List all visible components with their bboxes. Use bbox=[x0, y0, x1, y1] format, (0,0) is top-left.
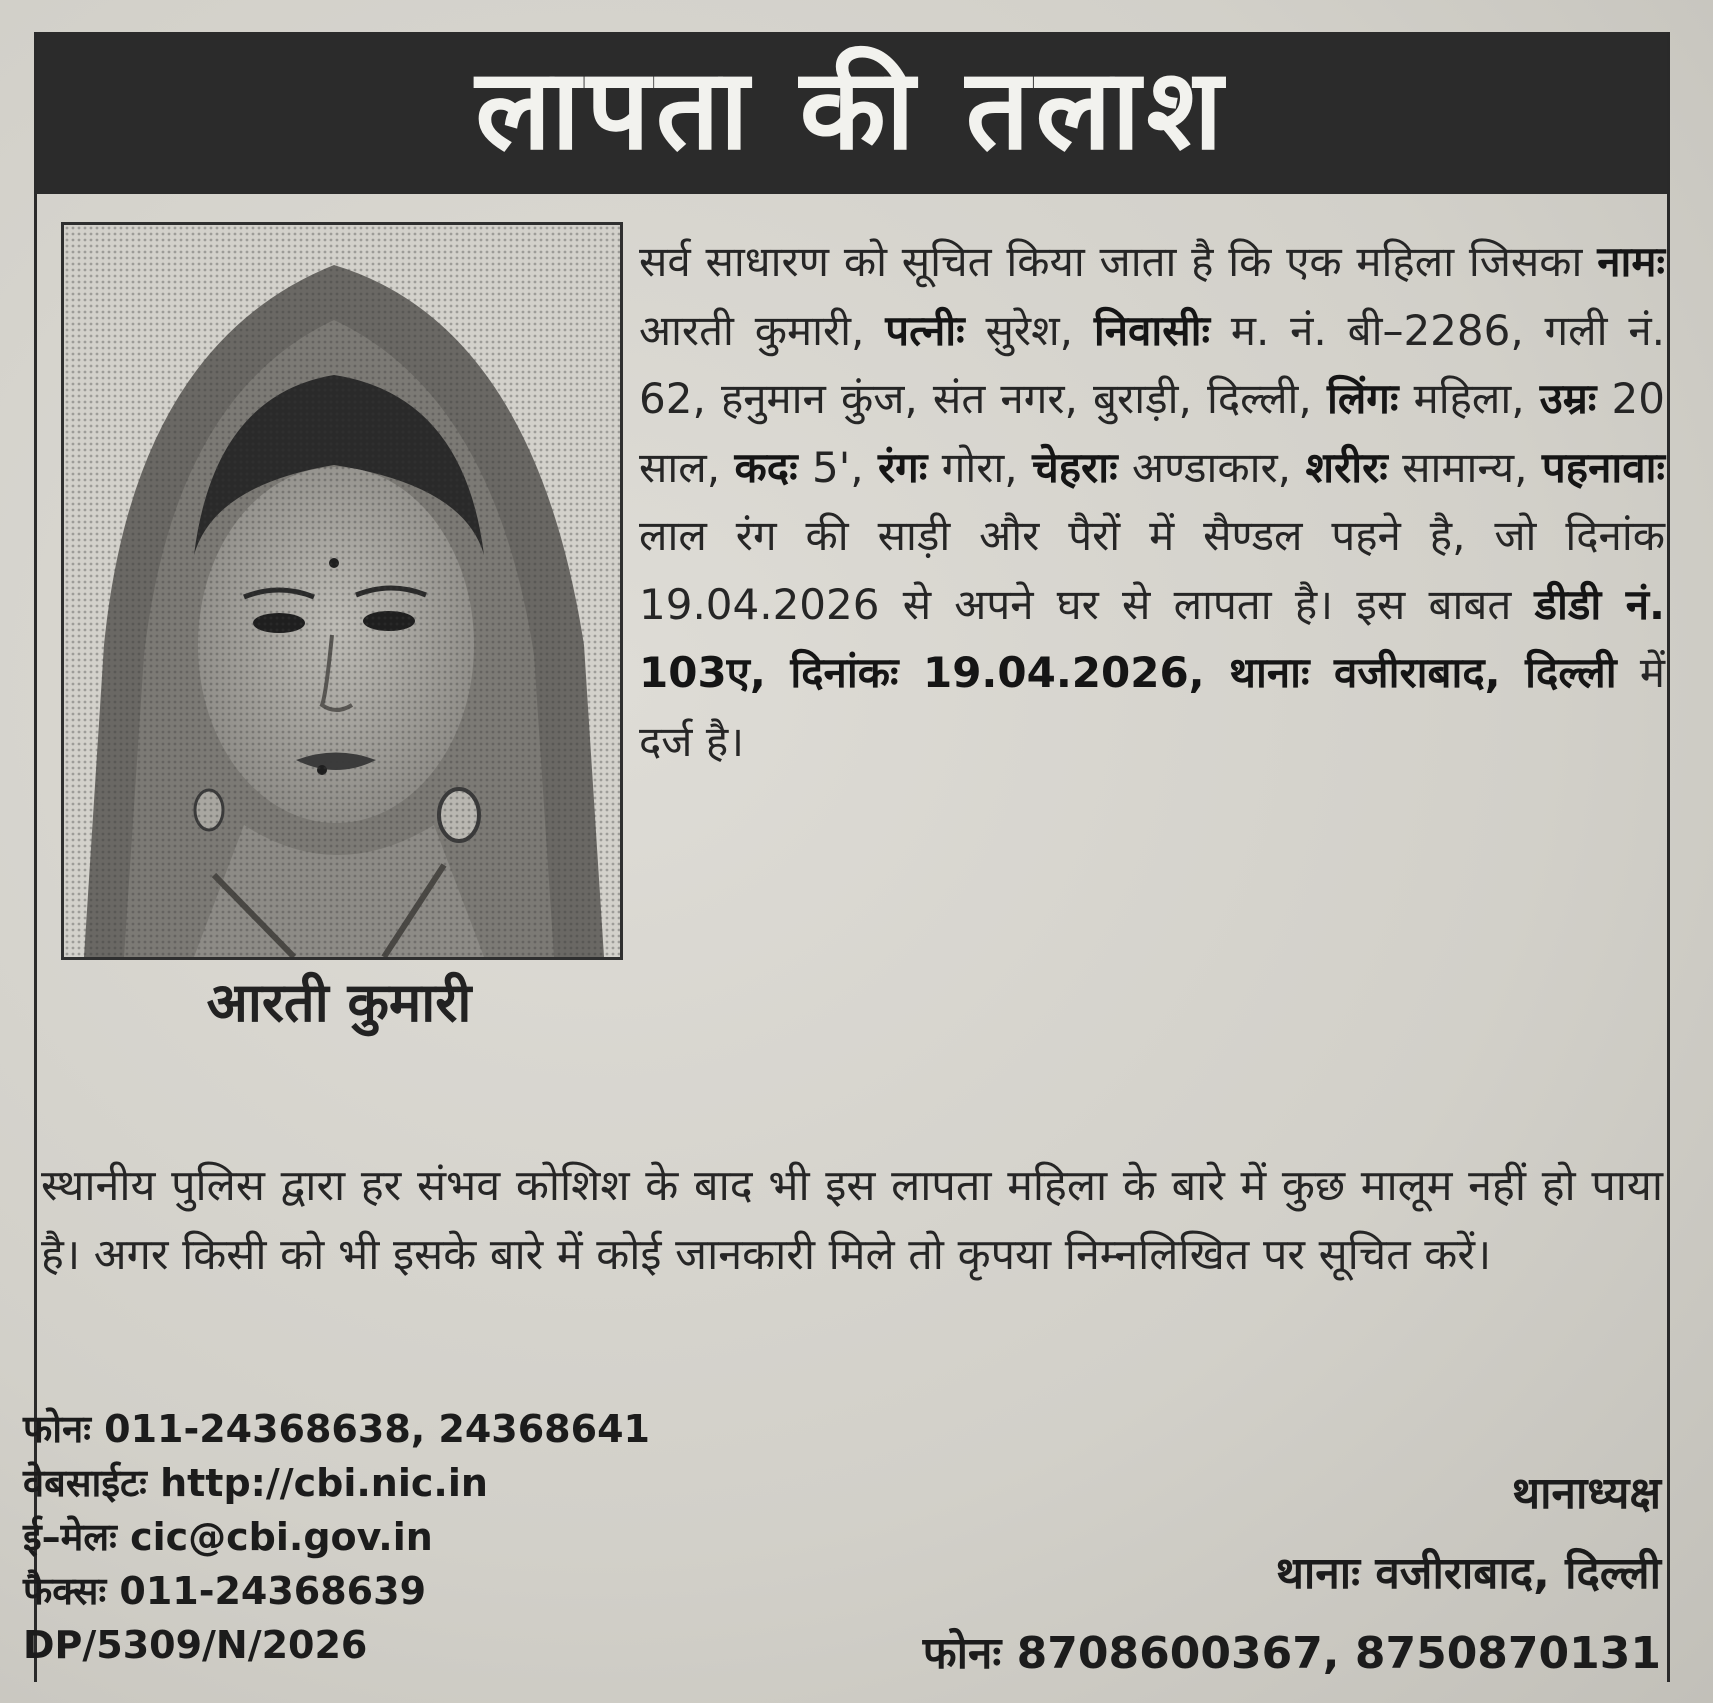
address-label: निवासीः bbox=[1093, 305, 1210, 355]
height-label: कदः bbox=[734, 442, 798, 492]
fax-label: फैक्सः bbox=[23, 1569, 107, 1613]
website-value: http://cbi.nic.in bbox=[160, 1461, 488, 1505]
clothing-value: लाल रंग की साड़ी और पैरों में सैण्डल पहने है, जो दिनांक 19.04.2026 से अपने घर से लापता है। इस बाबत bbox=[639, 511, 1665, 629]
appeal-paragraph: स्थानीय पुलिस द्वारा हर संभव कोशिश के बाद भी इस लापता महिला के बारे में कुछ मालूम नहीं हो पाया है। अगर किसी को भी इसके बारे में कोई जानकारी मिले तो कृपया निम्नलिखित पर सूचित करें। bbox=[41, 1161, 1663, 1280]
phone-value: 011-24368638, 24368641 bbox=[104, 1407, 650, 1451]
gender-label: लिंगः bbox=[1326, 374, 1399, 423]
notice-title: लापता की तलाश bbox=[475, 45, 1229, 175]
name-label: नामः bbox=[1597, 237, 1665, 286]
height-value: 5', bbox=[811, 442, 864, 492]
police-station: थानाः वजीराबाद, दिल्ली bbox=[1275, 1548, 1661, 1599]
face-value: अण्डाकार, bbox=[1131, 442, 1292, 492]
body-value: सामान्य, bbox=[1402, 442, 1528, 492]
reference-number: DP/5309/N/2026 bbox=[23, 1623, 368, 1667]
phone-row bbox=[23, 1402, 923, 1456]
fax-value: 011-24368639 bbox=[119, 1569, 427, 1613]
complexion-value: गोरा, bbox=[941, 442, 1018, 492]
email-value: cic@cbi.gov.in bbox=[130, 1515, 433, 1559]
gender-value: महिला, bbox=[1413, 374, 1525, 423]
complexion-label: रंगः bbox=[878, 442, 928, 492]
website-label: वेबसाईटः bbox=[23, 1461, 147, 1505]
face-label: चेहराः bbox=[1032, 442, 1118, 492]
age-value: 20 साल, bbox=[639, 374, 1665, 492]
missing-person-photo bbox=[61, 222, 623, 960]
name-value: आरती कुमारी, bbox=[639, 305, 865, 355]
clothing-label: पहनावाः bbox=[1541, 442, 1665, 492]
intro-text: सर्व साधारण को सूचित किया जाता है कि एक महिला जिसका bbox=[639, 237, 1583, 286]
person-description bbox=[639, 228, 1665, 776]
phone-label: फोनः bbox=[23, 1407, 91, 1451]
signature-block bbox=[761, 1454, 1661, 1694]
body-label: शरीरः bbox=[1305, 442, 1388, 492]
title-banner bbox=[37, 32, 1667, 194]
dd-info: डीडी नं. 103ए, दिनांकः 19.04.2026, थानाः वजीराबाद, दिल्ली bbox=[639, 579, 1665, 697]
address-value: म. नं. बी–2286, गली नं. 62, हनुमान कुंज, संत नगर, बुराड़ी, दिल्ली, bbox=[639, 305, 1665, 423]
age-label: उम्रः bbox=[1539, 374, 1597, 423]
photo-caption: आरती कुमारी bbox=[206, 971, 472, 1034]
designation: थानाध्यक्ष bbox=[1512, 1468, 1661, 1519]
husband-value: सुरेश, bbox=[985, 305, 1073, 355]
missing-person-notice bbox=[23, 32, 1670, 1682]
husband-label: पत्नीः bbox=[885, 305, 965, 355]
station-phone-value: 8708600367, 8750870131 bbox=[1016, 1628, 1661, 1679]
closing-text: में दर्ज है। bbox=[639, 648, 1665, 766]
station-phone-row bbox=[761, 1614, 1661, 1694]
station-phone-label: फोनः bbox=[922, 1628, 1002, 1679]
email-label: ई–मेलः bbox=[23, 1515, 117, 1559]
